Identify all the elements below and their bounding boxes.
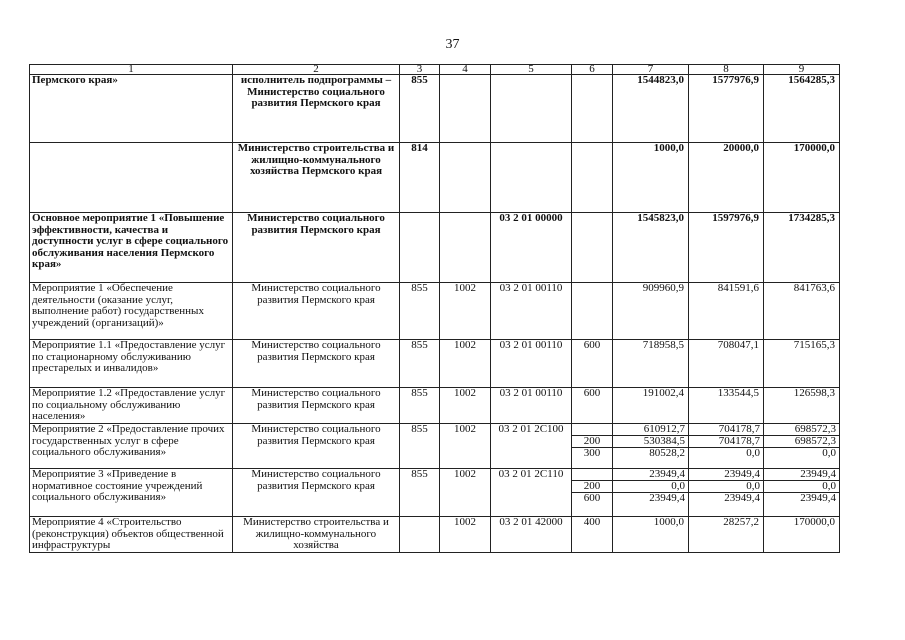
cell-c9: 170000,0 [764, 143, 840, 213]
cell-c3: 855 [400, 283, 440, 340]
cell-c3: 855 [400, 388, 440, 424]
cell-c4: 1002 [440, 469, 491, 517]
cell-line: 0,0 [746, 447, 760, 459]
cell-c6 [572, 424, 613, 469]
cell-line: 704178,7 [689, 436, 763, 448]
cell-c1 [30, 143, 233, 213]
cell-c8: 841591,6 [689, 283, 764, 340]
cell-c1: Мероприятие 1 «Обеспечение деятельности (оказание услуг, выполнение работ) государственных учреждений (организаций)» [30, 283, 233, 340]
cell-line: 200 [572, 481, 612, 493]
cell-c5: 03 2 01 2C110 [491, 469, 572, 517]
cell-c7 [613, 424, 689, 469]
cell-c5: 03 2 01 00110 [491, 388, 572, 424]
cell-line: 23949,4 [649, 492, 685, 504]
cell-line: 23949,4 [724, 492, 760, 504]
cell-c2: Министерство социального развития Пермского края [233, 388, 400, 424]
cell-c7: 718958,5 [613, 340, 689, 388]
cell-c9: 715165,3 [764, 340, 840, 388]
cell-c6: 400 [572, 517, 613, 553]
cell-c8: 1597976,9 [689, 213, 764, 283]
cell-c8: 708047,1 [689, 340, 764, 388]
cell-c5 [491, 75, 572, 143]
cell-line: 23949,4 [613, 469, 688, 481]
cell-line: 0,0 [822, 447, 836, 459]
cell-c7: 191002,4 [613, 388, 689, 424]
cell-c6 [572, 283, 613, 340]
cell-c6: 600 [572, 340, 613, 388]
budget-table [29, 64, 840, 553]
table-row [30, 283, 840, 340]
cell-c3: 855 [400, 340, 440, 388]
cell-c9 [764, 424, 840, 469]
table-row [30, 469, 840, 517]
cell-c4: 1002 [440, 517, 491, 553]
cell-line: 23949,4 [800, 492, 836, 504]
cell-c1: Мероприятие 1.1 «Предоставление услуг по стационарному обслуживанию престарелых и инвалидов» [30, 340, 233, 388]
cell-c4: 1002 [440, 424, 491, 469]
cell-c8: 133544,5 [689, 388, 764, 424]
cell-c7: 1545823,0 [613, 213, 689, 283]
cell-c2: Министерство социального развития Пермского края [233, 424, 400, 469]
cell-c2: Министерство социального развития Пермского края [233, 213, 400, 283]
cell-c4 [440, 213, 491, 283]
cell-c5: 03 2 01 00000 [491, 213, 572, 283]
cell-c2: Министерство социального развития Пермского края [233, 283, 400, 340]
cell-line: 23949,4 [764, 469, 839, 481]
cell-c9: 126598,3 [764, 388, 840, 424]
cell-line: 704178,7 [689, 424, 763, 436]
header-cell: 2 [233, 65, 400, 75]
cell-c2: Министерство строительства и жилищно-коммунального хозяйства [233, 517, 400, 553]
cell-c8 [689, 424, 764, 469]
cell-c2: Министерство строительства и жилищно-коммунального хозяйства Пермского края [233, 143, 400, 213]
cell-c2: Министерство социального развития Пермского края [233, 340, 400, 388]
cell-c6: 600 [572, 388, 613, 424]
cell-c9: 1734285,3 [764, 213, 840, 283]
table-row [30, 388, 840, 424]
header-cell: 9 [764, 65, 840, 75]
cell-c5: 03 2 01 00110 [491, 283, 572, 340]
cell-c3: 855 [400, 469, 440, 517]
header-cell: 4 [440, 65, 491, 75]
table-row [30, 213, 840, 283]
cell-c4 [440, 143, 491, 213]
header-cell: 7 [613, 65, 689, 75]
cell-line: 300 [583, 447, 601, 459]
cell-c6 [572, 469, 613, 517]
cell-c5: 03 2 01 42000 [491, 517, 572, 553]
cell-c7: 1544823,0 [613, 75, 689, 143]
cell-line: 0,0 [689, 481, 763, 493]
cell-c6 [572, 213, 613, 283]
cell-c9 [764, 469, 840, 517]
cell-c9: 841763,6 [764, 283, 840, 340]
cell-line: 600 [583, 492, 601, 504]
cell-c9: 1564285,3 [764, 75, 840, 143]
cell-line: 23949,4 [689, 469, 763, 481]
cell-line: 610912,7 [613, 424, 688, 436]
cell-line: 0,0 [764, 481, 839, 493]
cell-line: 80528,2 [649, 447, 685, 459]
cell-c8 [689, 469, 764, 517]
cell-line: 698572,3 [764, 424, 839, 436]
table-row [30, 424, 840, 469]
cell-c4: 1002 [440, 340, 491, 388]
cell-c9: 170000,0 [764, 517, 840, 553]
cell-c3: 814 [400, 143, 440, 213]
table-row [30, 517, 840, 553]
cell-c8: 20000,0 [689, 143, 764, 213]
cell-c4 [440, 75, 491, 143]
cell-c1: Мероприятие 2 «Предоставление прочих государственных услуг в сфере социального обслуживания» [30, 424, 233, 469]
cell-c5: 03 2 01 00110 [491, 340, 572, 388]
cell-line: 0,0 [613, 481, 688, 493]
cell-c1: Мероприятие 1.2 «Предоставление услуг по социальному обслуживанию населения» [30, 388, 233, 424]
header-cell: 1 [30, 65, 233, 75]
header-cell: 3 [400, 65, 440, 75]
cell-c4: 1002 [440, 283, 491, 340]
cell-c1: Основное мероприятие 1 «Повышение эффективности, качества и доступности услуг в сфере социального обслуживания населения Пермского края» [30, 213, 233, 283]
cell-c1: Мероприятие 4 «Строительство (реконструкция) объектов общественной инфраструктуры [30, 517, 233, 553]
cell-line: 200 [572, 436, 612, 448]
cell-c8: 28257,2 [689, 517, 764, 553]
cell-c2: Министерство социального развития Пермского края [233, 469, 400, 517]
table-row [30, 340, 840, 388]
cell-c1: Мероприятие 3 «Приведение в нормативное состояние учреждений социального обслуживания» [30, 469, 233, 517]
cell-c3: 855 [400, 75, 440, 143]
cell-c7: 1000,0 [613, 143, 689, 213]
cell-c3 [400, 517, 440, 553]
cell-c7: 1000,0 [613, 517, 689, 553]
header-cell: 5 [491, 65, 572, 75]
cell-c3: 855 [400, 424, 440, 469]
cell-c7: 909960,9 [613, 283, 689, 340]
cell-c4: 1002 [440, 388, 491, 424]
cell-c2: исполнитель подпрограммы – Министерство социального развития Пермского края [233, 75, 400, 143]
cell-c6 [572, 143, 613, 213]
header-cell: 6 [572, 65, 613, 75]
cell-c8: 1577976,9 [689, 75, 764, 143]
cell-c5 [491, 143, 572, 213]
cell-line: 698572,3 [764, 436, 839, 448]
header-cell: 8 [689, 65, 764, 75]
cell-c1: Пермского края» [30, 75, 233, 143]
page-number: 37 [445, 37, 460, 52]
cell-c7 [613, 469, 689, 517]
cell-c6 [572, 75, 613, 143]
cell-c5: 03 2 01 2C100 [491, 424, 572, 469]
table-row [30, 75, 840, 143]
header-row [30, 65, 840, 75]
cell-line: 530384,5 [613, 436, 688, 448]
table-row [30, 143, 840, 213]
cell-c3 [400, 213, 440, 283]
